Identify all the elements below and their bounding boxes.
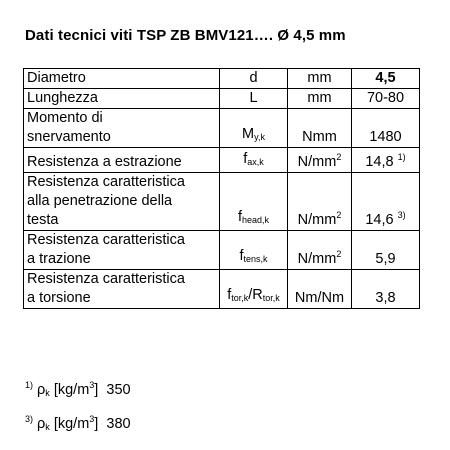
footnote-value: 380 — [106, 416, 131, 432]
rho-symbol: ρ — [37, 382, 46, 398]
row-symbol — [220, 148, 288, 173]
row-label-line: alla penetrazione della — [27, 193, 173, 209]
row-value — [352, 109, 420, 148]
row-unit — [288, 231, 352, 270]
footnote-unit-end: ] — [94, 416, 99, 432]
row-value — [352, 231, 420, 270]
symbol-subscript: tor,k — [231, 293, 249, 303]
footnote-unit: [kg/m — [49, 382, 90, 398]
symbol-subscript: y,k — [254, 132, 265, 142]
row-symbol — [220, 231, 288, 270]
symbol-subscript: tor,k — [262, 293, 280, 303]
technical-data-table — [23, 68, 420, 309]
unit-text: N/mm — [297, 154, 337, 170]
row-label — [24, 173, 220, 231]
unit-text: N/mm — [297, 251, 337, 267]
symbol-text: f — [237, 209, 242, 225]
footnote-unit-sup: 3 — [89, 380, 95, 390]
symbol-text: f — [239, 248, 244, 264]
row-label-line: a torsione — [27, 290, 91, 306]
row-label — [24, 89, 220, 109]
unit-superscript: 2 — [336, 210, 342, 220]
row-value: 4,5 — [352, 69, 420, 89]
row-unit: mm — [288, 69, 352, 89]
footnote-unit-sup: 3 — [89, 414, 95, 424]
value-text: 1480 — [369, 129, 402, 145]
table-row — [24, 109, 420, 148]
row-unit — [288, 270, 352, 309]
table-row — [24, 148, 420, 173]
footnote-ref: 3) — [397, 210, 406, 220]
symbol-subscript: ax,k — [247, 157, 264, 167]
symbol-subscript: head,k — [242, 215, 270, 225]
row-symbol: d — [220, 69, 288, 89]
footnote-mark: 3) — [25, 414, 34, 424]
row-label — [24, 148, 220, 173]
value-text: 14,6 — [365, 212, 394, 228]
row-symbol — [220, 270, 288, 309]
rho-symbol: ρ — [37, 416, 46, 432]
document-title: Dati tecnici viti TSP ZB BMV121…. Ø 4,5 mm — [25, 27, 346, 44]
table-row — [24, 173, 420, 231]
row-label — [24, 109, 220, 148]
row-value — [352, 270, 420, 309]
footnote-unit-end: ] — [94, 382, 99, 398]
row-label: Diametro — [24, 69, 220, 89]
row-label-line: Resistenza caratteristica — [27, 174, 185, 190]
unit-superscript: 2 — [336, 249, 342, 259]
symbol-text: M — [242, 126, 255, 142]
row-label-line: Momento di — [27, 110, 103, 126]
row-unit — [288, 173, 352, 231]
unit-text: Nmm — [302, 129, 337, 145]
row-unit — [288, 89, 352, 109]
symbol-text: /R — [248, 287, 263, 303]
value-text: 5,9 — [375, 251, 396, 267]
row-value — [352, 148, 420, 173]
table-row — [24, 89, 420, 109]
footnotes — [25, 372, 131, 440]
unit-superscript: 2 — [336, 152, 342, 162]
row-unit — [288, 148, 352, 173]
row-label — [24, 270, 220, 309]
row-label-line: Resistenza caratteristica — [27, 232, 185, 248]
footnote-mark: 1) — [25, 380, 34, 390]
row-unit — [288, 109, 352, 148]
unit-text: Nm/Nm — [294, 290, 345, 306]
value-text: 14,8 — [365, 154, 394, 170]
row-label — [24, 231, 220, 270]
footnote — [25, 406, 131, 440]
row-symbol — [220, 173, 288, 231]
table-row-diameter — [24, 69, 420, 89]
symbol-text: f — [227, 287, 232, 303]
footnote — [25, 372, 131, 406]
row-label-line: Lunghezza — [27, 90, 98, 106]
footnote-value: 350 — [106, 382, 131, 398]
unit-text: N/mm — [297, 212, 337, 228]
unit-text: mm — [307, 90, 332, 106]
row-value — [352, 89, 420, 109]
symbol-text: f — [243, 151, 248, 167]
row-label-line: Resistenza caratteristica — [27, 271, 185, 287]
symbol-subscript: tens,k — [243, 254, 268, 264]
row-symbol — [220, 109, 288, 148]
footnote-ref: 1) — [397, 152, 406, 162]
rho-subscript: k — [45, 422, 50, 432]
value-text: 3,8 — [375, 290, 396, 306]
symbol-text: L — [249, 90, 258, 106]
table-row — [24, 270, 420, 309]
value-text: 70-80 — [366, 90, 405, 106]
table-row — [24, 231, 420, 270]
row-label-line: testa — [27, 212, 59, 228]
row-value — [352, 173, 420, 231]
rho-subscript: k — [45, 388, 50, 398]
row-label-line: a trazione — [27, 251, 91, 267]
row-label-line: Resistenza a estrazione — [27, 154, 182, 170]
footnote-unit: [kg/m — [49, 416, 90, 432]
row-label-line: snervamento — [27, 129, 111, 145]
row-symbol — [220, 89, 288, 109]
